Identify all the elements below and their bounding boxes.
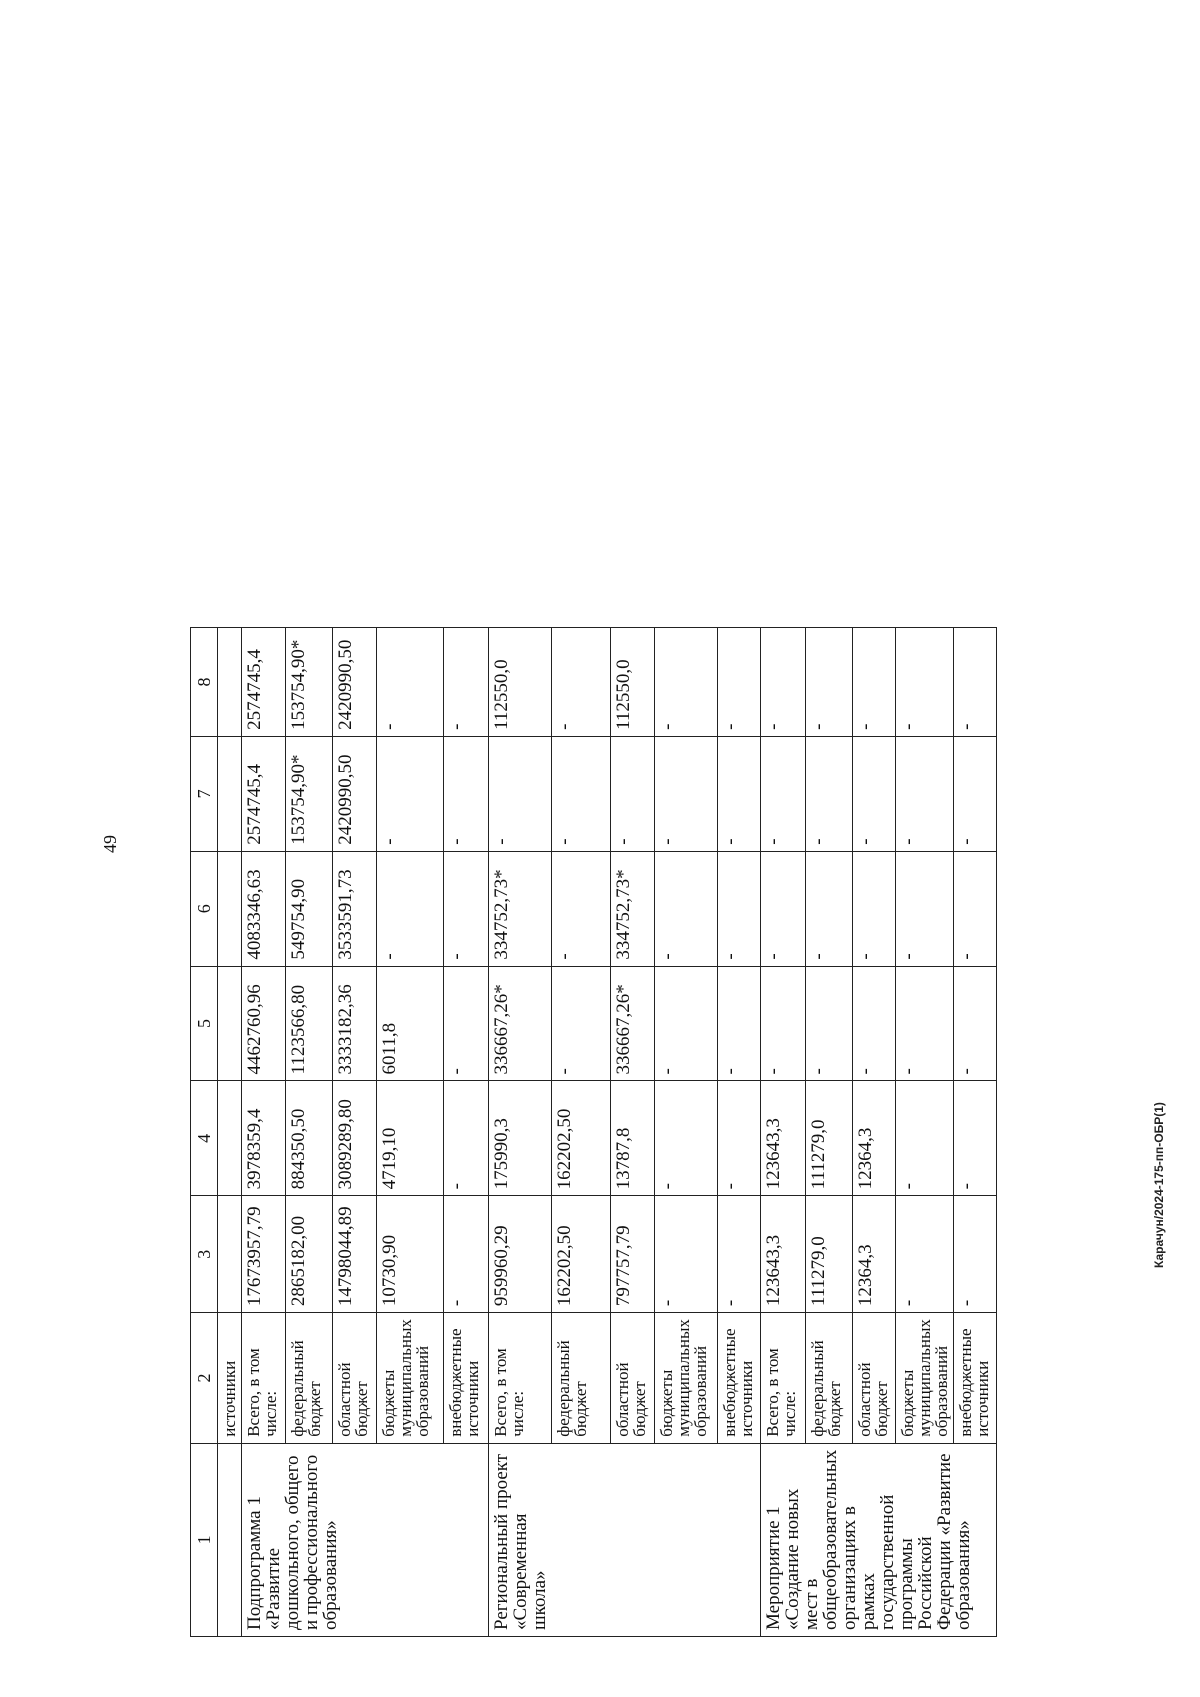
value-cell: 336667,26* [611,966,655,1081]
value-cell: - [954,736,997,851]
value-cell: 797757,79 [611,1196,655,1313]
source-cell: Всего, в том числе: [489,1313,552,1444]
source-cell: внебюджетные источники [954,1313,997,1444]
value-cell: - [896,966,954,1081]
program-title-cell: Подпрограмма 1 «Развитие дошкольного, общего и профессионального образования» [242,1443,489,1636]
table-cell [218,736,242,851]
value-cell: 549754,90 [286,851,333,966]
value-cell: - [377,736,444,851]
value-cell: 123643,3 [761,1196,806,1313]
program-title-cell: Мероприятие 1 «Создание новых мест в общеобразовательных организациях в рамках государственной программы Российской Федерации «Развитие образования» [761,1443,997,1636]
value-cell: - [552,736,611,851]
value-cell: 3533591,73 [333,851,377,966]
value-cell: - [552,851,611,966]
program-title-cell: Региональный проект «Современная школа» [489,1443,761,1636]
table-cell [218,1443,242,1636]
value-cell: - [655,628,718,737]
value-cell: - [896,1196,954,1313]
value-cell: - [655,736,718,851]
budget-table [190,627,997,1637]
value-cell: 334752,73* [611,851,655,966]
value-cell: 4719,10 [377,1081,444,1196]
value-cell: 2865182,00 [286,1196,333,1313]
value-cell: - [611,736,655,851]
continuation-row [218,628,242,1637]
source-cell: федеральный бюджет [552,1313,611,1444]
value-cell: 4083346,63 [242,851,286,966]
value-cell: - [853,966,896,1081]
table-row [489,628,552,1637]
value-cell: - [655,1081,718,1196]
value-cell: 17673957,79 [242,1196,286,1313]
value-cell: - [954,628,997,737]
value-cell: - [806,966,853,1081]
table-cell [218,851,242,966]
value-cell: - [444,1081,489,1196]
value-cell: 3978359,4 [242,1081,286,1196]
value-cell: - [896,628,954,737]
value-cell: 111279,0 [806,1081,853,1196]
source-cell: Всего, в том числе: [761,1313,806,1444]
value-cell: - [718,1081,761,1196]
value-cell: 162202,50 [552,1081,611,1196]
value-cell: 123643,3 [761,1081,806,1196]
value-cell: 13787,8 [611,1081,655,1196]
value-cell: - [444,851,489,966]
column-header: 3 [191,1196,218,1313]
source-cell: бюджеты муниципальных образований [896,1313,954,1444]
value-cell: - [718,1196,761,1313]
value-cell: - [954,851,997,966]
value-cell: - [655,851,718,966]
value-cell: - [377,628,444,737]
value-cell: - [806,736,853,851]
column-header: 8 [191,628,218,737]
value-cell: - [377,851,444,966]
value-cell: 336667,26* [489,966,552,1081]
column-header: 4 [191,1081,218,1196]
value-cell: 334752,73* [489,851,552,966]
value-cell: 6011,8 [377,966,444,1081]
value-cell: 112550,0 [489,628,552,737]
page-number: 49 [100,835,120,853]
table-row [242,628,286,1637]
document-code: Карачун/2024-175-пп-ОБР(1) [1152,1102,1166,1268]
source-cell: внебюджетные источники [718,1313,761,1444]
table-cell [218,1196,242,1313]
value-cell: 14798044,89 [333,1196,377,1313]
column-header: 2 [191,1313,218,1444]
value-cell: - [444,966,489,1081]
value-cell: - [444,628,489,737]
value-cell: 884350,50 [286,1081,333,1196]
source-cell: внебюджетные источники [444,1313,489,1444]
value-cell: 3333182,36 [333,966,377,1081]
table-row [761,628,806,1637]
value-cell: 4462760,96 [242,966,286,1081]
value-cell: 111279,0 [806,1196,853,1313]
value-cell: - [655,1196,718,1313]
value-cell: - [718,966,761,1081]
value-cell: 2420990,50 [333,628,377,737]
source-cell: областной бюджет [853,1313,896,1444]
value-cell: 10730,90 [377,1196,444,1313]
value-cell: - [761,966,806,1081]
source-cell: Всего, в том числе: [242,1313,286,1444]
column-number-row [191,628,218,1637]
value-cell: - [896,736,954,851]
value-cell: 3089289,80 [333,1081,377,1196]
source-cell: федеральный бюджет [806,1313,853,1444]
value-cell: 153754,90* [286,628,333,737]
value-cell: - [954,1081,997,1196]
source-cell: федеральный бюджет [286,1313,333,1444]
value-cell: - [718,736,761,851]
value-cell: - [444,736,489,851]
value-cell: - [853,851,896,966]
value-cell: - [954,966,997,1081]
value-cell: - [718,851,761,966]
table-cell [218,966,242,1081]
value-cell: - [853,736,896,851]
value-cell: - [718,628,761,737]
table-cell [218,628,242,737]
value-cell: - [444,1196,489,1313]
budget-table-frame [190,627,997,1637]
value-cell: - [761,628,806,737]
column-header: 5 [191,966,218,1081]
value-cell: - [853,628,896,737]
source-cell: областной бюджет [611,1313,655,1444]
value-cell: - [552,628,611,737]
table-cell [218,1081,242,1196]
value-cell: 175990,3 [489,1081,552,1196]
value-cell: 12364,3 [853,1081,896,1196]
value-cell: 2420990,50 [333,736,377,851]
value-cell: - [552,966,611,1081]
value-cell: 959960,29 [489,1196,552,1313]
source-cell: бюджеты муниципальных образований [377,1313,444,1444]
column-header: 6 [191,851,218,966]
value-cell: - [489,736,552,851]
value-cell: - [655,966,718,1081]
value-cell: - [806,628,853,737]
value-cell: - [761,851,806,966]
value-cell: 2574745,4 [242,628,286,737]
source-cell: областной бюджет [333,1313,377,1444]
value-cell: 1123566,80 [286,966,333,1081]
value-cell: - [896,851,954,966]
column-header: 1 [191,1443,218,1636]
value-cell: 12364,3 [853,1196,896,1313]
source-cell: источники [218,1313,242,1444]
value-cell: - [761,736,806,851]
value-cell: 112550,0 [611,628,655,737]
value-cell: 162202,50 [552,1196,611,1313]
column-header: 7 [191,736,218,851]
value-cell: - [896,1081,954,1196]
value-cell: 153754,90* [286,736,333,851]
source-cell: бюджеты муниципальных образований [655,1313,718,1444]
value-cell: - [954,1196,997,1313]
value-cell: - [806,851,853,966]
value-cell: 2574745,4 [242,736,286,851]
